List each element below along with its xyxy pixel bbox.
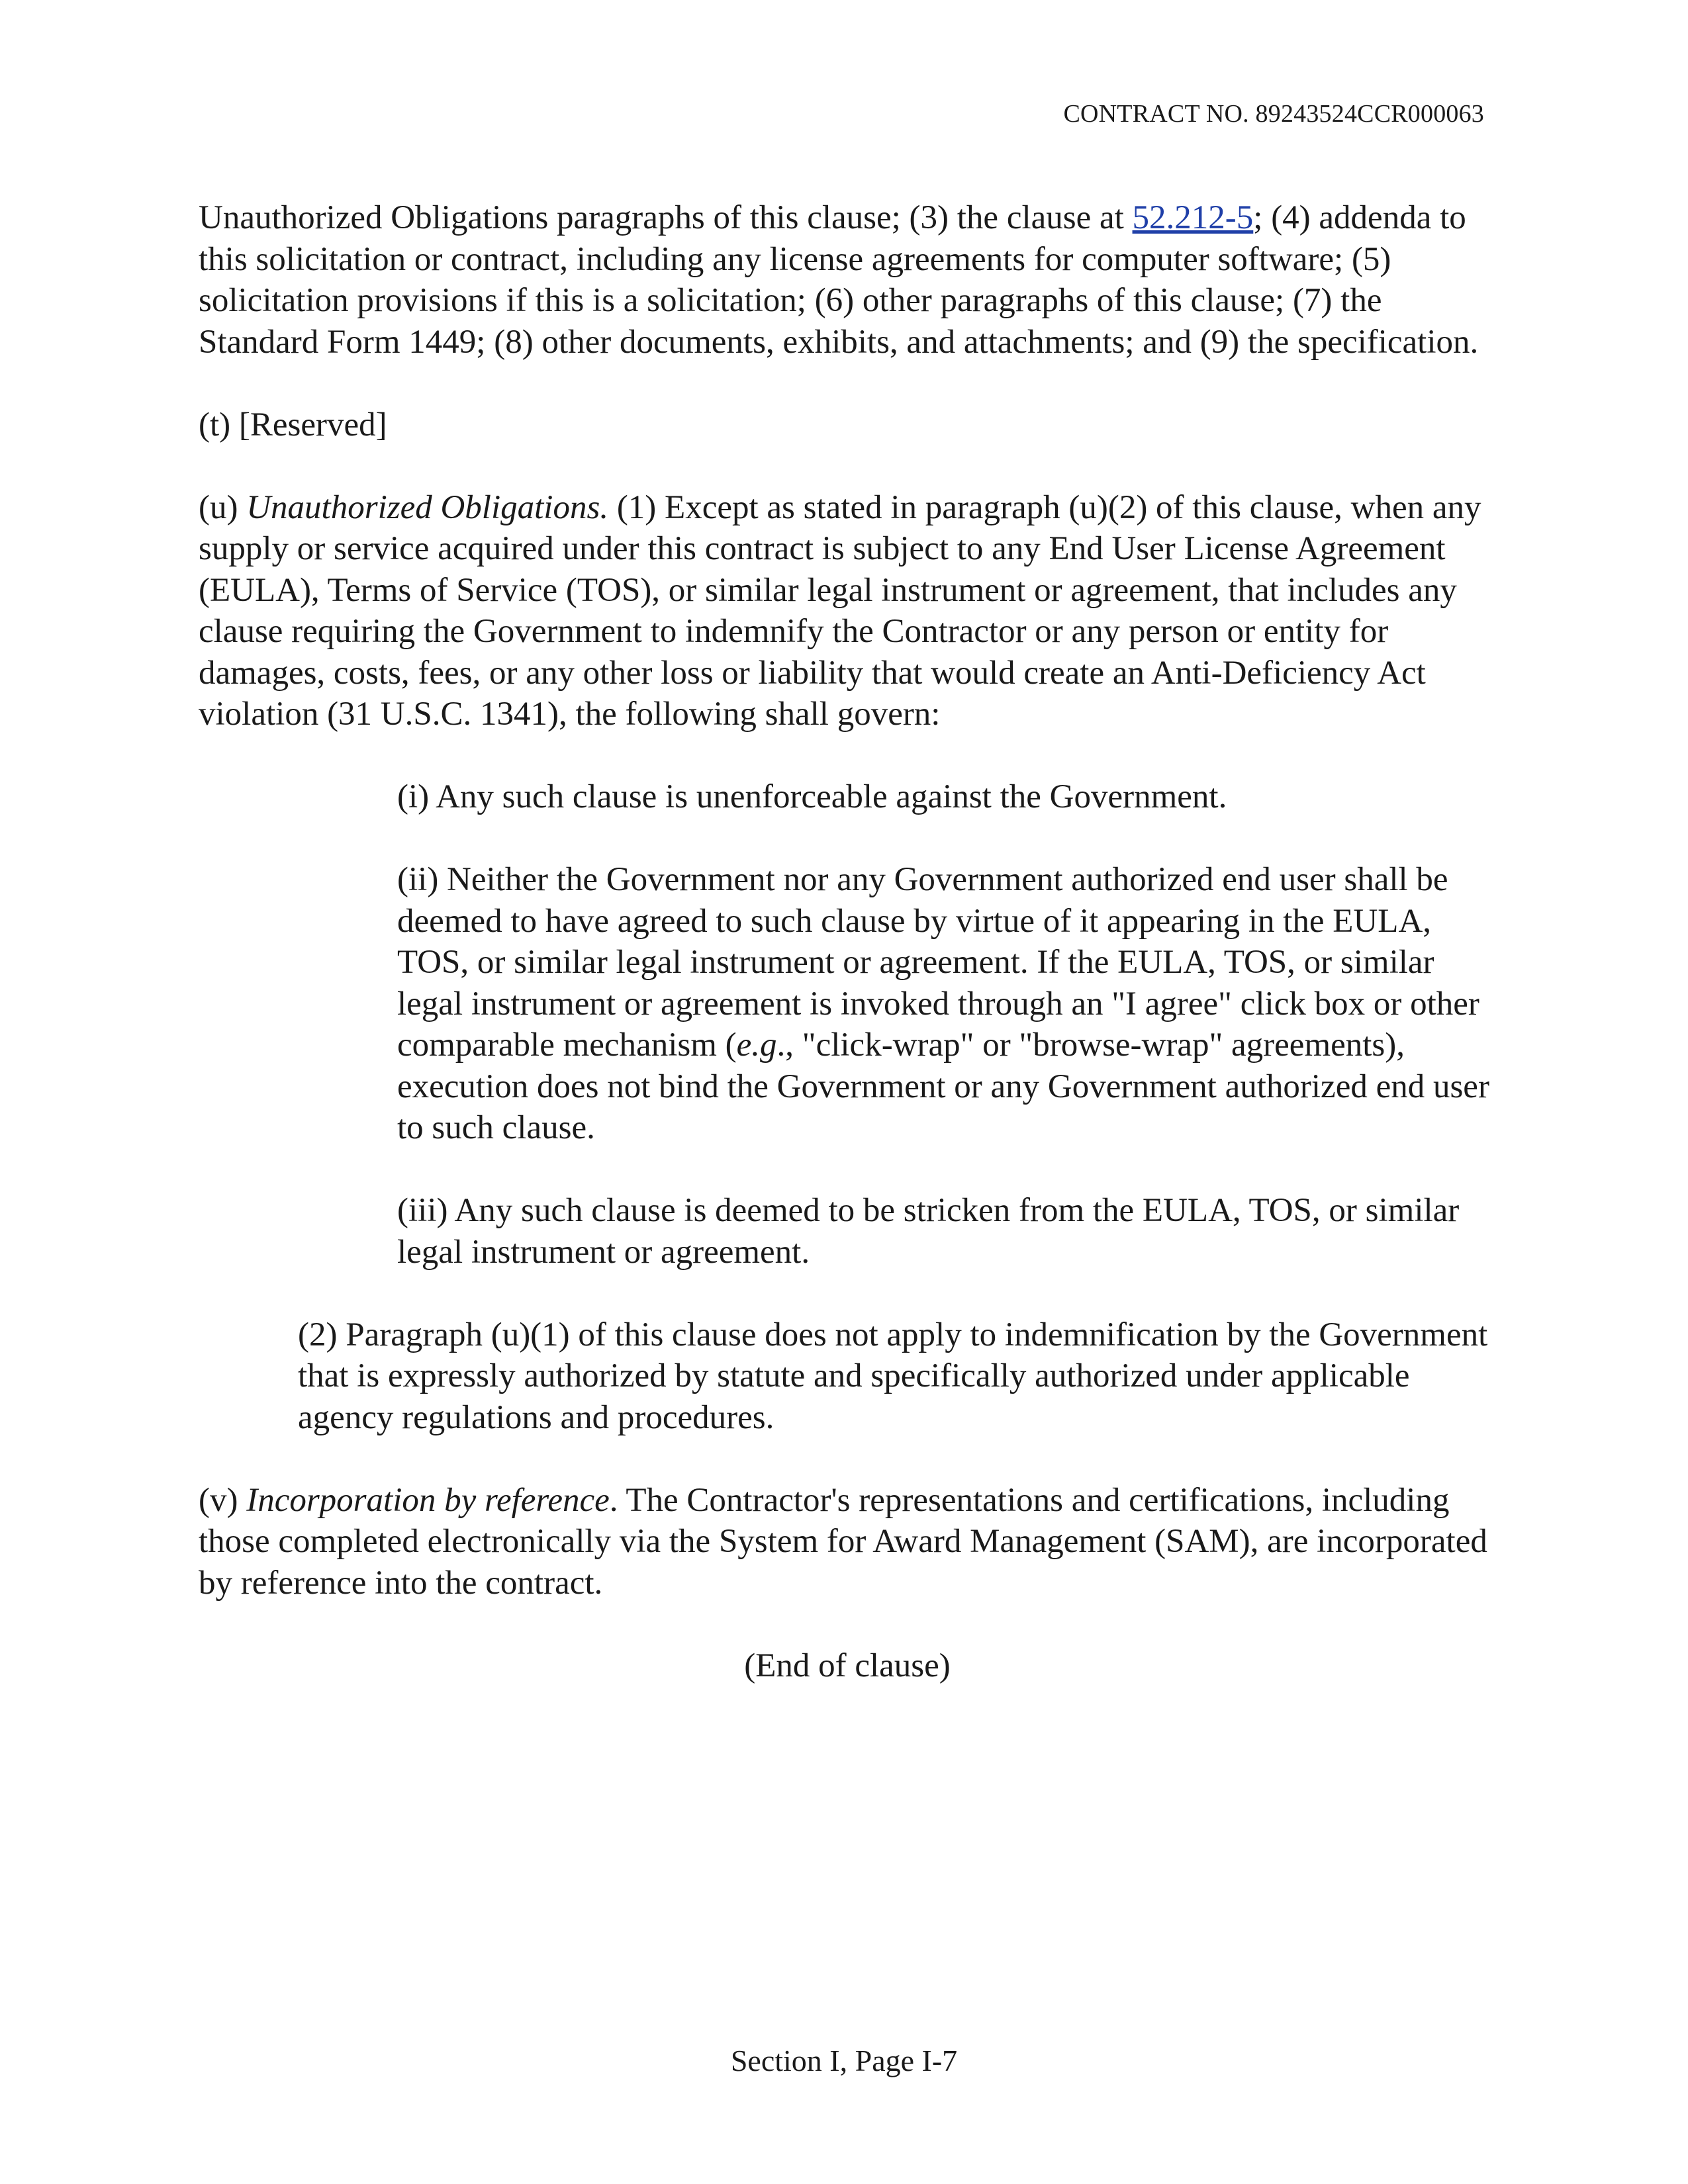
paragraph-v	[199, 1480, 1496, 1604]
paragraph-t-reserved: (t) [Reserved]	[199, 406, 387, 443]
continuation-text-before: Unauthorized Obligations paragraphs of this clause; (3) the clause at	[199, 199, 1133, 236]
paragraph-u-marker: (u)	[199, 488, 247, 526]
item-u-1-ii	[397, 859, 1496, 1149]
item-u-1-i: (i) Any such clause is unenforceable against the Government.	[397, 778, 1227, 815]
page-footer: Section I, Page I-7	[730, 2044, 958, 2077]
document-body	[199, 197, 1496, 1728]
continuation-text-after: ; (4) addenda to this solicitation or contract, including any license agreements for computer software; (5) solicitation provisions if this is a solicitation; (6) other paragraphs of this clause; (7) the Standard Form 1449; (8) other documents, exhibits, and attachments; and (9) the specification.	[199, 199, 1479, 361]
paragraph-v-heading: Incorporation by reference	[246, 1481, 610, 1519]
paragraph-u-text: (1) Except as stated in paragraph (u)(2) of this clause, when any supply or service acquired under this contract is subject to any End User License Agreement (EULA), Terms of Service (TOS), or similar legal instrument or agreement, that includes any clause requiring the Government to indemnify the Contractor or any person or entity for damages, costs, fees, or any other loss or liability that would create an Anti-Deficiency Act violation (31 U.S.C. 1341), the following shall govern:	[199, 488, 1481, 733]
clause-52-212-5-link[interactable]: 52.212-5	[1132, 199, 1254, 236]
contract-number-header: CONTRACT NO. 89243524CCR000063	[1063, 100, 1484, 128]
paragraph-u-heading: Unauthorized Obligations.	[246, 488, 609, 526]
paragraph-u-2: (2) Paragraph (u)(1) of this clause does not apply to indemnification by the Government that is expressly authorized by statute and specifically authorized under applicable agency regulations and procedures.	[298, 1316, 1488, 1436]
item-u-1-ii-text-after: ., "click-wrap" or "browse-wrap" agreements), execution does not bind the Government or any Government authorized end user to such clause.	[397, 1026, 1489, 1146]
item-u-1-ii-italic: e.g	[736, 1026, 777, 1064]
item-u-1-ii-text-before: (ii) Neither the Government nor any Government authorized end user shall be deemed to have agreed to such clause by virtue of it appearing in the EULA, TOS, or similar legal instrument or agreement. If the EULA, TOS, or similar legal instrument or agreement is invoked through an "I agree" click box or other comparable mechanism (	[397, 861, 1479, 1064]
paragraph-v-text: . The Contractor's representations and certifications, including those completed electronically via the System for Award Management (SAM), are incorporated by reference into the contract.	[199, 1481, 1487, 1602]
item-u-1-iii: (iii) Any such clause is deemed to be stricken from the EULA, TOS, or similar legal instrument or agreement.	[397, 1192, 1460, 1271]
paragraph-u	[199, 487, 1496, 735]
continuation-paragraph	[199, 197, 1496, 363]
end-of-clause: (End of clause)	[744, 1647, 951, 1684]
paragraph-v-marker: (v)	[199, 1481, 247, 1519]
